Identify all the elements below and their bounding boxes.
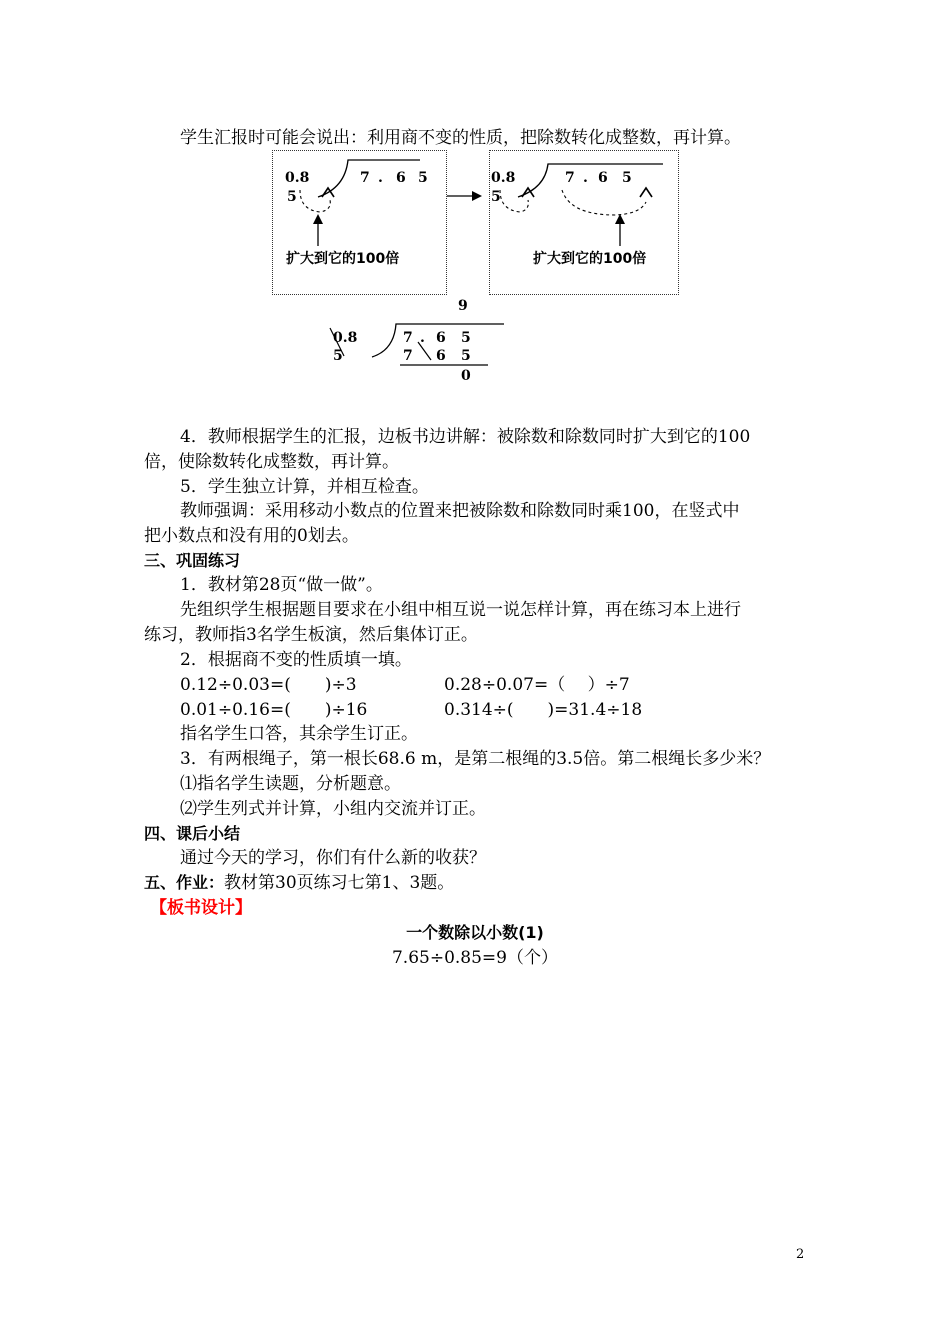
fill-blank-1: 0.12÷0.03=( )÷3	[180, 675, 357, 695]
page-number: 2	[796, 1247, 805, 1262]
divisor-left: 0.8	[285, 170, 310, 186]
divisor-five-right: 5	[491, 189, 501, 205]
dividend-digit: 5	[622, 170, 632, 186]
fill-blank-4: 0.314÷( )=31.4÷18	[444, 700, 643, 720]
emphasis-line2: 把小数点和没有用的0划去。	[144, 526, 359, 546]
exercise3-step-a: ⑴指名学生读题，分析题意。	[180, 774, 401, 794]
dividend-digit: 6	[598, 170, 608, 186]
exercise2-note: 指名学生口答，其余学生订正。	[180, 724, 418, 744]
caret-mark	[640, 188, 652, 197]
product-digit: 6	[436, 348, 446, 364]
divisor-right: 0.8	[491, 170, 516, 186]
product-digit: 5	[461, 348, 471, 364]
exercise3: 3．有两根绳子，第一根长68.6 m，是第二根绳的3.5倍。第二根绳长多少米？	[180, 749, 771, 769]
remainder: 0	[461, 368, 471, 384]
dividend-digit: .	[583, 170, 588, 186]
exercise2: 2．根据商不变的性质填一填。	[180, 650, 412, 670]
section5-text: 教材第30页练习七第1、3题。	[224, 873, 455, 893]
dividend-digit: 7	[360, 170, 370, 186]
divisor-five-left: 5	[287, 189, 297, 205]
summary-question: 通过今天的学习，你们有什么新的收获？	[180, 848, 486, 868]
section5	[144, 872, 454, 894]
product-digit: 7	[403, 348, 413, 364]
exercise1-desc-line2: 练习，教师指3名学生板演，然后集体订正。	[144, 625, 478, 645]
exercise1-desc-line1: 先组织学生根据题目要求在小组中相互说一说怎样计算，再在练习本上进行	[180, 600, 741, 620]
fill-blank-3: 0.01÷0.16=( )÷16	[180, 700, 368, 720]
section5-label: 五、作业：	[144, 873, 225, 892]
long-division-diagram	[0, 0, 950, 420]
divisor-bottom: 0.8	[333, 330, 358, 346]
intro-line: 学生汇报时可能会说出：利用商不变的性质，把除数转化成整数，再计算。	[180, 128, 741, 148]
division-bracket-right	[518, 164, 663, 197]
caption-left: 扩大到它的100倍	[286, 251, 400, 267]
dividend-digit: 5	[418, 170, 428, 186]
fill-blank-2: 0.28÷0.07=（ ）÷7	[444, 675, 630, 695]
para5: 5．学生独立计算，并相互检查。	[180, 477, 429, 497]
dividend-digit: 7	[403, 330, 413, 346]
dividend-digit: .	[420, 330, 425, 346]
section4-heading: 四、课后小结	[144, 824, 241, 843]
quotient: 9	[458, 298, 468, 314]
board-design-title: 【板书设计】	[150, 898, 252, 918]
emphasis-line1: 教师强调：采用移动小数点的位置来把被除数和除数同时乘100，在竖式中	[180, 501, 740, 521]
dividend-digit: 5	[461, 330, 471, 346]
dashed-arc	[562, 190, 646, 215]
divisor-five-bottom: 5	[333, 348, 343, 364]
exercise3-step-b: ⑵学生列式并计算，小组内交流并订正。	[180, 799, 486, 819]
dividend-digit: 6	[396, 170, 406, 186]
board-heading: 一个数除以小数(1)	[406, 923, 544, 942]
para4-line1: 4．教师根据学生的汇报，边板书边讲解：被除数和除数同时扩大到它的100	[180, 427, 751, 447]
dividend-digit: 7	[565, 170, 575, 186]
dividend-digit: .	[378, 170, 383, 186]
section3-heading: 三、巩固练习	[144, 551, 241, 570]
caption-right: 扩大到它的100倍	[533, 251, 647, 267]
para4-line2: 倍，使除数转化成整数，再计算。	[144, 452, 399, 472]
board-formula: 7.65÷0.85=9（个）	[391, 948, 558, 968]
exercise1: 1．教材第28页“做一做”。	[180, 575, 383, 595]
dividend-digit: 6	[436, 330, 446, 346]
